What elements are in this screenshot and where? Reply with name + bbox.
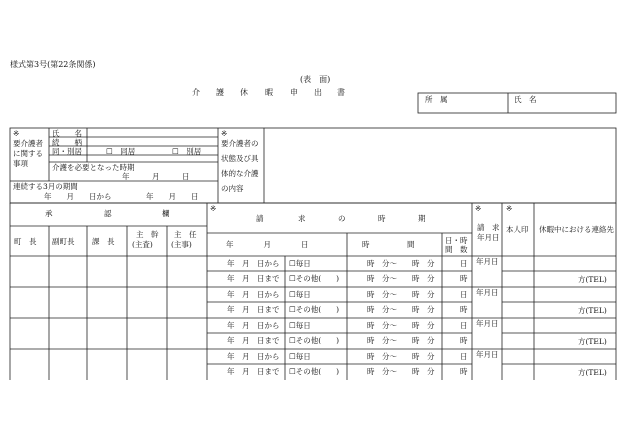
approval-header-char: 欄 xyxy=(162,209,170,218)
approver-section-chief: 課 長 xyxy=(92,237,115,246)
title-char: 休 xyxy=(240,88,248,97)
date-from: 年 月 日から xyxy=(227,352,280,361)
request-header-char: 時 xyxy=(378,214,386,223)
col-date-header: 年 月 日 xyxy=(226,240,309,249)
unit-day: 日 xyxy=(460,321,468,330)
seal-label: 本人印 xyxy=(506,225,529,234)
request-header-char: 期 xyxy=(418,214,426,223)
subject-label-line: に関する xyxy=(13,149,43,158)
period-label: 連続する3月の期間 xyxy=(13,182,78,191)
form-number: 様式第3号(第22条関係) xyxy=(10,60,96,69)
every-day-checkbox[interactable]: ☐毎日 xyxy=(289,321,311,330)
approver-deputy-mayor: 副町長 xyxy=(52,237,75,246)
applicant-name-label: 氏 名 xyxy=(514,95,537,104)
approver-chief-clerk: 主 幹 xyxy=(136,230,159,239)
required-mark: ※ xyxy=(13,129,20,138)
approver-senior-staff-sub: (主事) xyxy=(171,240,192,249)
time-range: 時 分〜 時 分 xyxy=(367,290,435,299)
contact-tel: 方(TEL) xyxy=(578,337,607,346)
request-date-mark: ※ xyxy=(475,204,482,213)
seal-mark: ※ xyxy=(506,204,513,213)
request-date-label: 年月日 xyxy=(477,233,500,242)
contact-tel: 方(TEL) xyxy=(578,275,607,284)
other-checkbox[interactable]: ☐その他( ) xyxy=(289,274,340,283)
date-to: 年 月 日まで xyxy=(227,367,280,376)
approval-header-char: 承 xyxy=(45,209,53,218)
other-checkbox[interactable]: ☐その他( ) xyxy=(289,305,340,314)
time-range: 時 分〜 時 分 xyxy=(367,367,435,376)
approver-senior-staff: 主 任 xyxy=(174,230,197,239)
date-to: 年 月 日まで xyxy=(227,274,280,283)
period-to: 年 月 日 xyxy=(146,192,199,201)
request-date-label: 請 求 xyxy=(477,223,500,232)
title-char: 護 xyxy=(216,88,224,97)
unit-day: 日 xyxy=(460,290,468,299)
title-char: 出 xyxy=(314,88,322,97)
care-start-label: 介護を必要となった時期 xyxy=(52,163,135,172)
contact-tel: 方(TEL) xyxy=(578,306,607,315)
unit-hour: 時 xyxy=(460,336,468,345)
period-from: 年 月 日から xyxy=(44,192,112,201)
every-day-checkbox[interactable]: ☐毎日 xyxy=(289,352,311,361)
time-range: 時 分〜 時 分 xyxy=(367,321,435,330)
affiliation-label: 所 属 xyxy=(425,95,448,104)
separate-living-checkbox[interactable]: ☐ 別居 xyxy=(172,147,202,156)
cohabiting-checkbox[interactable]: ☐ 同居 xyxy=(106,147,136,156)
every-day-checkbox[interactable]: ☐毎日 xyxy=(289,290,311,299)
condition-label-line: の内容 xyxy=(221,184,244,193)
date-from: 年 月 日から xyxy=(227,290,280,299)
other-checkbox[interactable]: ☐その他( ) xyxy=(289,336,340,345)
title-char: 暇 xyxy=(265,88,273,97)
request-mark: ※ xyxy=(210,204,217,213)
date-from: 年 月 日から xyxy=(227,259,280,268)
living-arrangement-label: 同・別居 xyxy=(52,147,82,156)
approval-header-char: 認 xyxy=(104,209,112,218)
unit-hour: 時 xyxy=(460,274,468,283)
unit-hour: 時 xyxy=(460,367,468,376)
time-range: 時 分〜 時 分 xyxy=(367,259,435,268)
every-day-checkbox[interactable]: ☐毎日 xyxy=(289,259,311,268)
approver-chief-clerk-sub: (主査) xyxy=(132,240,153,249)
title-char: 申 xyxy=(290,88,298,97)
subject-label-line: 要介護者 xyxy=(13,139,43,148)
date-to: 年 月 日まで xyxy=(227,336,280,345)
other-checkbox[interactable]: ☐その他( ) xyxy=(289,367,340,376)
date-from: 年 月 日から xyxy=(227,321,280,330)
date-to: 年 月 日まで xyxy=(227,305,280,314)
col-days-header: 日・時 xyxy=(445,236,468,245)
request-date-field: 年月日 xyxy=(476,257,499,266)
care-recipient-name-label: 氏 名 xyxy=(52,129,82,138)
col-time-header: 時 間 xyxy=(362,240,415,249)
request-date-field: 年月日 xyxy=(476,288,499,297)
title-char: 書 xyxy=(337,88,345,97)
subject-label-line: 事項 xyxy=(13,159,28,168)
time-range: 時 分〜 時 分 xyxy=(367,274,435,283)
unit-hour: 時 xyxy=(460,305,468,314)
request-header-char: 求 xyxy=(298,214,306,223)
request-date-field: 年月日 xyxy=(476,319,499,328)
request-date-field: 年月日 xyxy=(476,350,499,359)
unit-day: 日 xyxy=(460,352,468,361)
request-header-char: の xyxy=(338,214,346,223)
time-range: 時 分〜 時 分 xyxy=(367,305,435,314)
approver-mayor: 町 長 xyxy=(14,237,37,246)
side-indicator: (表 面) xyxy=(300,75,331,84)
time-range: 時 分〜 時 分 xyxy=(367,336,435,345)
title-char: 介 xyxy=(192,88,200,97)
condition-label-line: 体的な介護 xyxy=(221,169,259,178)
unit-day: 日 xyxy=(460,259,468,268)
condition-label-line: 要介護者の xyxy=(221,139,259,148)
relationship-label: 続 柄 xyxy=(52,138,82,147)
col-count-header: 間 数 xyxy=(445,245,468,254)
condition-mark: ※ xyxy=(221,129,228,138)
time-range: 時 分〜 時 分 xyxy=(367,352,435,361)
request-header-char: 請 xyxy=(256,214,264,223)
contact-label: 休暇中における連絡先 xyxy=(539,225,614,234)
condition-label-line: 状態及び具 xyxy=(221,154,259,163)
contact-tel: 方(TEL) xyxy=(578,368,607,377)
care-start-date: 年 月 日 xyxy=(122,172,190,181)
